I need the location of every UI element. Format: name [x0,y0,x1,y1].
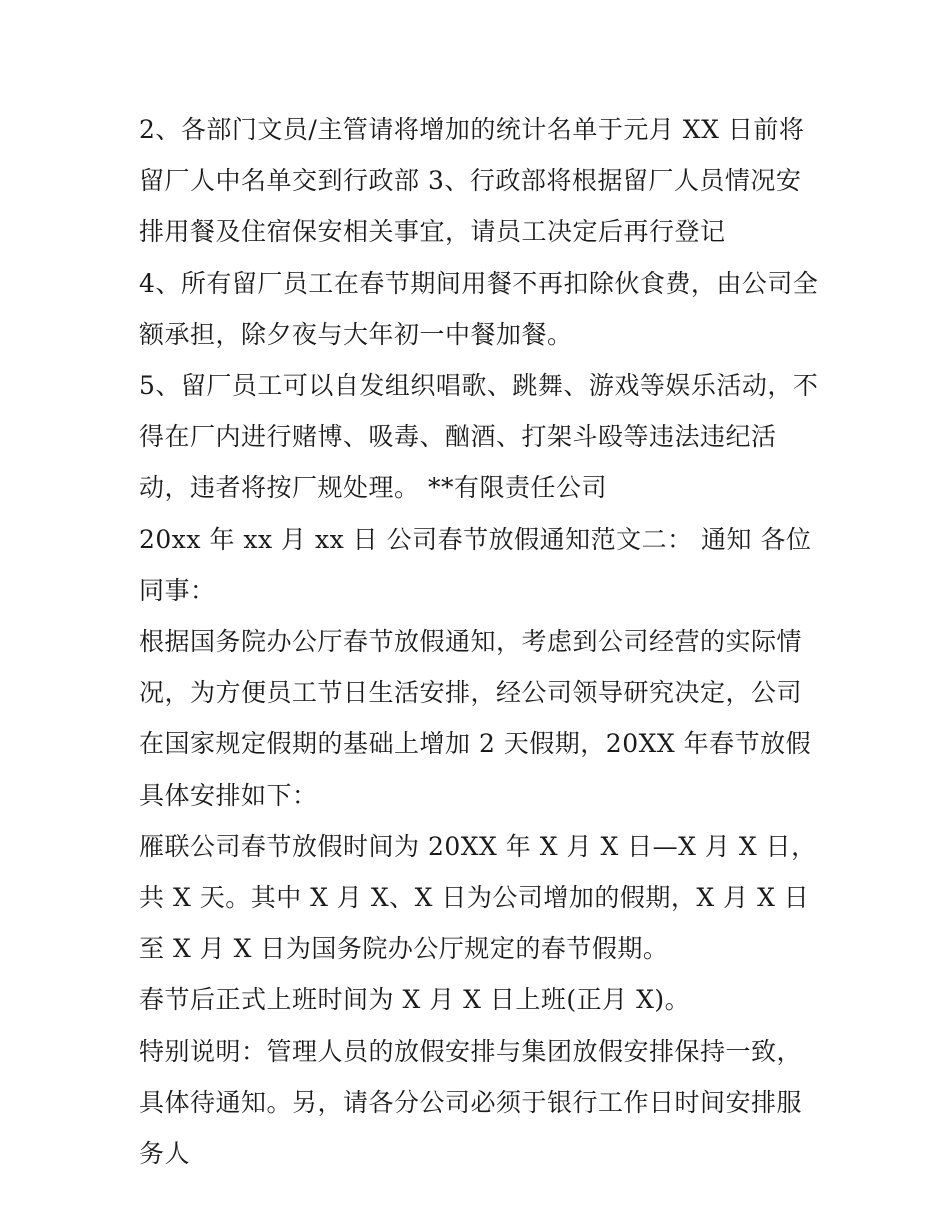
document-body [139,104,819,1179]
paragraph-item-4: 4、所有留厂员工在春节期间用餐不再扣除伙食费，由公司全额承担，除夕夜与大年初一中餐加餐。 [139,268,819,349]
paragraph-item-2-3: 2、各部门文员/主管请将增加的统计名单于元月 XX 日前将留厂人中名单交到行政部 3、行政部将根据留厂人员情况安排用餐及住宿保安相关事宜，请员工决定后再行登记 [139,115,805,247]
paragraph-special-note: 特别说明：管理人员的放假安排与集团放假安排保持一致，具体待通知。另，请各分公司必须于银行工作日时间安排服务人 [139,1036,803,1169]
paragraph-return-to-work: 春节后正式上班时间为 X 月 X 日上班(正月 X)。 [139,985,691,1015]
paragraph-notice-intro: 根据国务院办公厅春节放假通知，考虑到公司经营的实际情况，为方便员工节日生活安排，经公司领导研究决定，公司在国家规定假期的基础上增加 2 天假期，20XX 年春节放假具体安排如下： [139,627,812,810]
paragraph-notice-heading: 20xx 年 xx 月 xx 日 公司春节放假通知范文二： 通知 各位同事： [139,524,812,605]
paragraph-holiday-period: 雁联公司春节放假时间为 20XX 年 X 月 X 日—X 月 X 日，共 X 天。其中 X 月 X、X 日为公司增加的假期，X 月 X 日至 X 月 X 日为国务院办公厅规定的春节假期。 [139,831,817,964]
paragraph-item-5: 5、留厂员工可以自发组织唱歌、跳舞、游戏等娱乐活动，不得在厂内进行赌博、吸毒、酗酒、打架斗殴等违法违纪活动，违者将按厂规处理。 **有限责任公司 [139,371,819,503]
